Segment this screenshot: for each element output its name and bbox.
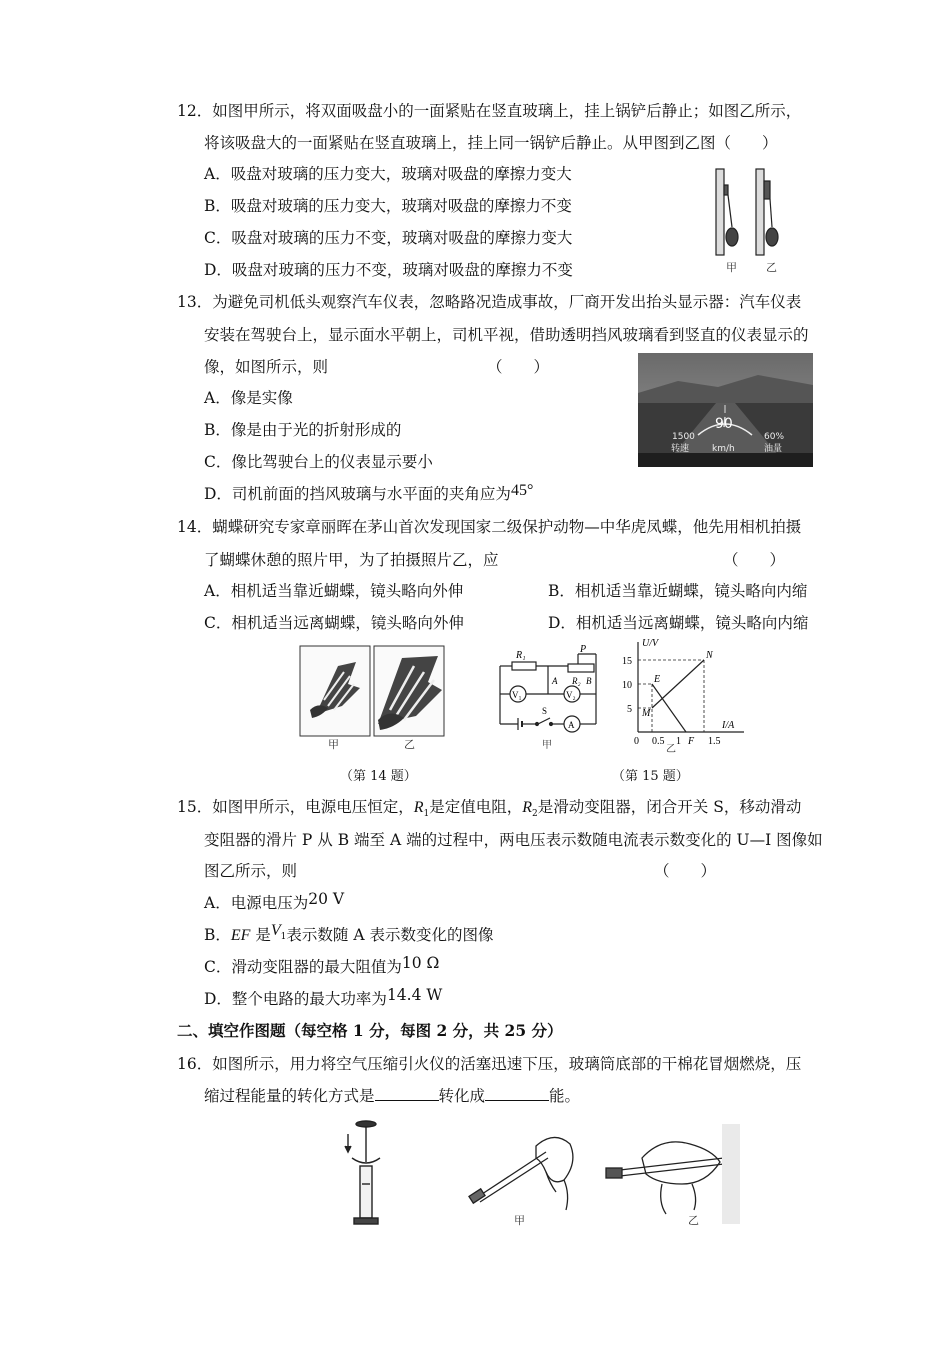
q15-option-b-v-subscript: 1 <box>280 932 287 943</box>
q12-stem-line-2: 将该吸盘大的一面紧贴在竖直玻璃上，挂上同一锅铲后静止。从甲图到乙图（ ） <box>204 134 778 152</box>
q13-stem-line-2: 安装在驾驶台上，显示面水平朝上，司机平视，借助透明挡风玻璃看到竖直的仪表显示的 <box>204 326 809 344</box>
q15-graph-point-e: E <box>654 674 661 685</box>
q13-option-c: C．像比驾驶台上的仪表显示要小 <box>204 453 433 471</box>
q13-hud-rpm-label: 转速 <box>671 444 690 454</box>
q16-fig-label-yi: 乙 <box>688 1214 699 1227</box>
q15-option-b-v-symbol: V <box>270 922 281 939</box>
q13-stem-line-3: 像，如图所示，则 <box>204 358 329 376</box>
q15-graph-fig-label: 乙 <box>666 744 676 754</box>
q15-r1-subscript: 1 <box>423 809 430 820</box>
q16-figure-jia <box>466 1122 586 1230</box>
q16-stem-part-2: 转化成 <box>438 1087 486 1105</box>
q14-photo-jia <box>300 646 370 736</box>
q13-hud-unit: km/h <box>712 444 735 454</box>
q13-hud-fuel-label: 油量 <box>764 444 783 454</box>
q13-option-d-text: D．司机前面的挡风玻璃与水平面的夹角应为 <box>204 485 511 503</box>
q15-circuit-v2-label: V₂ <box>566 690 576 700</box>
q12-figure-yi <box>756 169 778 255</box>
q15-option-d-value: 14.4 W <box>386 986 443 1004</box>
q15-graph-x-axis-label: I/A <box>722 720 735 731</box>
q14-fig-label-jia: 甲 <box>328 738 339 751</box>
q16-fig-label-jia: 甲 <box>514 1214 525 1227</box>
q15-circuit-p-label: P <box>580 644 587 655</box>
q14-option-c: C．相机适当远离蝴蝶，镜头略向外伸 <box>204 614 464 632</box>
q16-stem-part-3: 能。 <box>549 1087 581 1105</box>
q15-option-b-mid: 是 <box>250 926 271 944</box>
q15-graph-point-f: F <box>688 736 695 747</box>
q12-fig-label-yi: 乙 <box>766 261 777 274</box>
q14-option-d: D．相机适当远离蝴蝶，镜头略向内缩 <box>548 614 809 632</box>
q16-fire-syringe-figure <box>344 1118 394 1232</box>
q15-graph-y-tick-5: 5 <box>627 704 632 715</box>
q12-suction-cup-figure <box>710 165 800 280</box>
q15-option-c-value: 10 Ω <box>401 954 440 972</box>
q15-graph-y-tick-10: 10 <box>622 680 632 691</box>
q15-circuit-switch-label: S <box>542 706 548 716</box>
q15-circuit-r2-label: R₂ <box>572 676 581 686</box>
q15-graph-x-tick-0-5: 0.5 <box>652 736 665 747</box>
q12-option-d: D．吸盘对玻璃的压力不变，玻璃对吸盘的摩擦力不变 <box>204 261 573 279</box>
q14-butterfly-photos <box>298 644 448 754</box>
q15-graph-point-n: N <box>706 650 713 661</box>
q12-option-c: C．吸盘对玻璃的压力不变，玻璃对吸盘的摩擦力变大 <box>204 229 573 247</box>
q15-option-a-value: 20 V <box>308 890 345 908</box>
q13-hud-rpm: 1500 <box>672 432 695 442</box>
q15-option-b <box>204 922 494 952</box>
q15-graph-x-tick-1-5: 1.5 <box>708 736 721 747</box>
q15-graph-x-tick-0: 0 <box>634 736 639 747</box>
q15-graph-x-tick-1: 1 <box>676 736 681 747</box>
q15-stem-part-1: 15．如图甲所示，电源电压恒定， <box>177 798 414 816</box>
q16-background-texture <box>722 1124 740 1224</box>
q16-stem-line-2 <box>204 1086 580 1106</box>
q15-answer-paren: （ ） <box>654 862 717 880</box>
q15-r2-symbol: R <box>522 799 533 816</box>
q12-option-a: A．吸盘对玻璃的压力变大，玻璃对吸盘的摩擦力变大 <box>204 165 572 183</box>
q14-photo-yi <box>374 646 444 736</box>
q15-circuit-fig-label: 甲 <box>542 740 552 751</box>
q15-option-d <box>204 986 443 1009</box>
q15-r1-symbol: R <box>413 799 424 816</box>
q15-option-a-text: A．电源电压为 <box>204 894 309 912</box>
q15-option-b-ef: EF <box>230 927 251 944</box>
q15-circuit-a-label: A <box>552 676 558 686</box>
q16-blank-2[interactable] <box>485 1086 549 1101</box>
q15-option-d-text: D．整个电路的最大功率为 <box>204 990 387 1008</box>
q13-option-b: B．像是由于光的折射形成的 <box>204 421 402 439</box>
q15-graph-y-axis-label: U/V <box>642 638 659 649</box>
q15-option-a <box>204 890 345 913</box>
q14-fig-label-yi: 乙 <box>404 738 415 751</box>
q15-circuit-r1-label: R₁ <box>516 650 526 661</box>
q13-stem-line-1: 13．为避免司机低头观察汽车仪表，忽略路况造成事故，厂商开发出抬头显示器：汽车仪表 <box>177 293 802 311</box>
q15-stem-line-1 <box>177 797 801 824</box>
q15-caption: （第 15 题） <box>612 769 689 784</box>
q12-option-b: B．吸盘对玻璃的压力变大，玻璃对吸盘的摩擦力不变 <box>204 197 572 215</box>
q14-option-a: A．相机适当靠近蝴蝶，镜头略向外伸 <box>204 582 464 600</box>
q13-option-d <box>204 484 533 505</box>
q15-circuit-v1-label: V₁ <box>512 690 522 700</box>
q15-circuit-diagram <box>488 644 606 754</box>
section-2-title: 二、填空作图题（每空格 1 分，每图 2 分，共 25 分） <box>177 1021 563 1040</box>
q15-option-b-suffix: 表示数随 A 表示数变化的图像 <box>286 926 494 944</box>
q16-stem-line-1: 16．如图所示，用力将空气压缩引火仪的活塞迅速下压，玻璃筒底部的干棉花冒烟燃烧，压 <box>177 1055 802 1073</box>
q14-stem-line-2: 了蝴蝶休憩的照片甲，为了拍摄照片乙，应 <box>204 551 499 569</box>
q16-stem-part-1: 缩过程能量的转化方式是 <box>204 1087 375 1105</box>
q14-option-b: B．相机适当靠近蝴蝶，镜头略向内缩 <box>548 582 808 600</box>
q14-caption: （第 14 题） <box>340 769 417 784</box>
q13-hud-photo <box>638 353 813 467</box>
q14-stem-line-1: 14．蝴蝶研究专家章丽晖在茅山首次发现国家二级保护动物—中华虎凤蝶，他先用相机拍摄 <box>177 518 802 536</box>
q15-ui-graph <box>612 636 752 754</box>
q15-stem-part-3: 是滑动变阻器，闭合开关 S，移动滑动 <box>537 798 802 816</box>
q12-figure-jia <box>716 169 738 255</box>
q15-graph-y-tick-15: 15 <box>622 656 632 667</box>
q14-answer-paren: （ ） <box>723 551 786 569</box>
q13-angle-value: 45° <box>510 482 534 499</box>
q15-option-c-text: C．滑动变阻器的最大阻值为 <box>204 958 402 976</box>
q13-option-a: A．像是实像 <box>204 389 293 407</box>
q16-figure-yi <box>602 1118 742 1230</box>
q12-fig-label-jia: 甲 <box>726 261 737 274</box>
q15-stem-line-2: 变阻器的滑片 P 从 B 端至 A 端的过程中，两电压表示数随电流表示数变化的 U—I 图像如 <box>204 831 823 849</box>
q16-blank-1[interactable] <box>375 1086 439 1101</box>
q15-option-c <box>204 954 440 977</box>
q15-graph-point-m: M <box>642 708 651 719</box>
q13-hud-fuel: 60% <box>764 432 785 442</box>
q13-answer-paren: （ ） <box>487 358 550 376</box>
q15-stem-line-3: 图乙所示，则 <box>204 862 298 880</box>
q15-stem-part-2: 是定值电阻， <box>429 798 523 816</box>
q12-stem-line-1: 12．如图甲所示，将双面吸盘小的一面紧贴在竖直玻璃上，挂上锅铲后静止；如图乙所示， <box>177 102 802 120</box>
q13-hud-speed: 90 <box>715 416 733 432</box>
q15-option-b-prefix: B． <box>204 926 231 944</box>
q15-r2-subscript: 2 <box>532 809 538 820</box>
q15-circuit-b-label: B <box>586 676 592 686</box>
q15-circuit-ammeter-label: A <box>568 720 575 730</box>
q15-graph-line-ef <box>652 684 686 732</box>
